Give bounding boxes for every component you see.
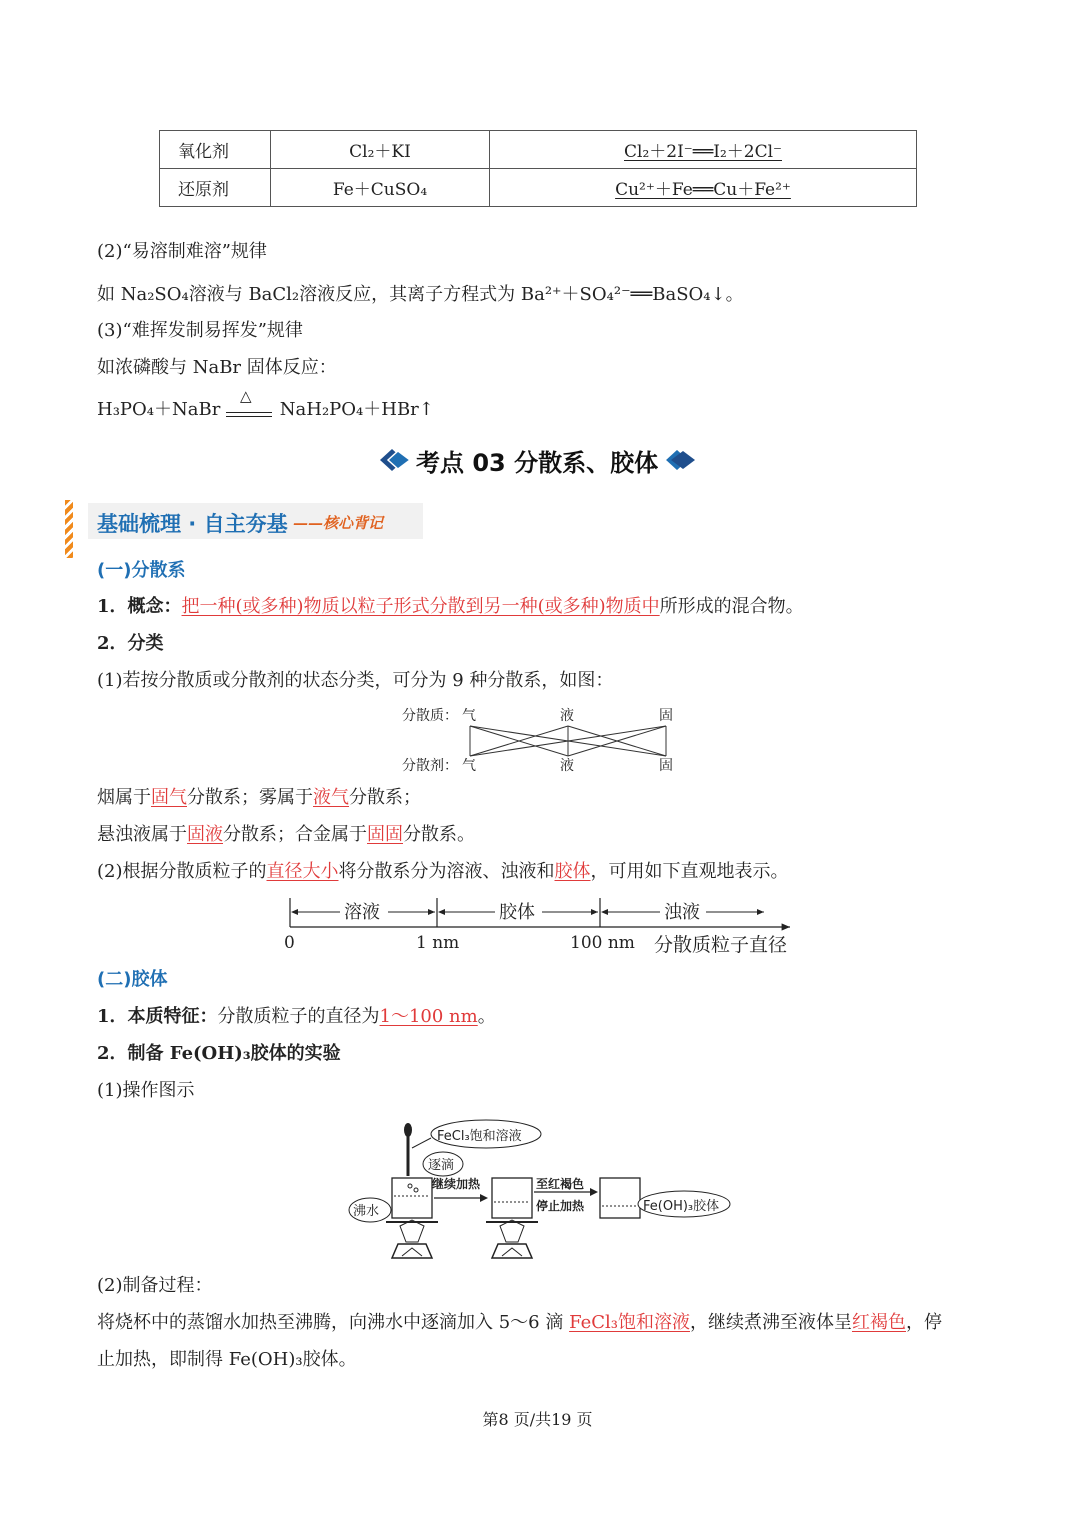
apparatus-figure xyxy=(340,1116,740,1274)
process-line-1 xyxy=(97,1310,942,1336)
answer: 红褐色 xyxy=(851,1312,906,1333)
reaction-table xyxy=(159,130,917,207)
process-line-2: 止加热，即制得 Fe(OH)₃胶体。 xyxy=(97,1349,357,1370)
dispersed-phase-label: 分散质： xyxy=(402,708,458,724)
answer: 固气 xyxy=(151,787,187,808)
essence-line xyxy=(97,1004,496,1030)
concept-answer: 把一种(或多种)物质以粒子形式分散到另一种(或多种)物质中 xyxy=(181,596,660,617)
label-product: Fe(OH)₃胶体 xyxy=(643,1199,720,1214)
tick-0: 0 xyxy=(284,933,295,953)
heat-arrow xyxy=(226,387,274,423)
tick-1nm: 1 nm xyxy=(416,933,460,953)
part1-heading: (一)分散系 xyxy=(97,560,186,581)
state-solid: 固 xyxy=(659,758,673,774)
concept-tail: 所形成的混合物。 xyxy=(659,596,804,617)
axis-label: 分散质粒子直径 xyxy=(654,934,788,956)
text: (2)根据分散质粒子的 xyxy=(97,861,267,882)
text: 悬浊液属于 xyxy=(97,824,187,845)
beaker-3 xyxy=(600,1178,640,1218)
banner-tag: ——核心背记 xyxy=(293,514,384,532)
rule3-equation xyxy=(97,387,434,423)
part2-heading: (二)胶体 xyxy=(97,969,168,990)
rule2-heading: (2)“易溶制难溶”规律 xyxy=(97,241,267,262)
text: 分散系；合金属于 xyxy=(223,824,367,845)
table-row xyxy=(160,131,917,169)
region-solution: 溶液 xyxy=(344,902,380,923)
size-scale xyxy=(280,895,810,963)
page-footer: 第8 页/共19 页 xyxy=(482,1410,593,1429)
state-gas: 气 xyxy=(462,708,476,724)
burner-1 xyxy=(392,1244,432,1258)
burner-2 xyxy=(492,1244,532,1258)
table-cell: 还原剂 xyxy=(160,169,271,207)
classify-2 xyxy=(97,859,789,885)
classify-1: (1)若按分散质或分散剂的状态分类，可分为 9 种分散系，如图： xyxy=(97,670,614,691)
tick-100nm: 100 nm xyxy=(570,933,635,953)
step-until-red-brown: 至红褐色 xyxy=(536,1177,585,1191)
op-title: (1)操作图示 xyxy=(97,1080,195,1101)
table-cell xyxy=(490,131,917,169)
answer: 液气 xyxy=(313,787,349,808)
dispersion-medium-label: 分散剂： xyxy=(402,758,458,774)
process-title: (2)制备过程： xyxy=(97,1275,213,1296)
heat-condition: △ xyxy=(240,387,252,405)
dropper-bulb xyxy=(404,1123,412,1137)
text: ，停 xyxy=(905,1312,942,1333)
equation-left: H₃PO₄＋NaBr xyxy=(97,399,221,420)
suspension-line xyxy=(97,822,475,848)
table-cell: Cl₂＋KI xyxy=(271,131,490,169)
step-stop-heating: 停止加热 xyxy=(536,1199,585,1213)
answer: FeCl₃饱和溶液 xyxy=(569,1312,690,1333)
answer: 固固 xyxy=(367,824,403,845)
rule3-heading: (3)“难挥发制易挥发”规律 xyxy=(97,320,303,341)
banner xyxy=(88,503,423,539)
table-cell: 氧化剂 xyxy=(160,131,271,169)
state-liquid: 液 xyxy=(560,708,574,724)
text: 分散系；雾属于 xyxy=(187,787,313,808)
classify-label: 2．分类 xyxy=(97,633,164,654)
state-liquid: 液 xyxy=(560,758,574,774)
answer: 1～100 nm xyxy=(379,1006,478,1027)
prep-title: 2．制备 Fe(OH)₃胶体的实验 xyxy=(97,1043,341,1064)
dispersion-diagram xyxy=(398,702,688,778)
region-suspension: 浊液 xyxy=(664,902,700,923)
text: 。 xyxy=(477,1006,496,1027)
beaker-2 xyxy=(492,1178,532,1218)
step-continue-heating: 继续加热 xyxy=(432,1177,481,1191)
diamond-icon xyxy=(663,447,697,473)
banner-title: 基础梳理 · 自主夯基 xyxy=(97,512,288,536)
equation: Cu²⁺＋Fe══Cu＋Fe²⁺ xyxy=(615,180,791,200)
beaker-1 xyxy=(392,1178,432,1218)
answer: 胶体 xyxy=(554,861,591,882)
equation-right: NaH₂PO₄＋HBr↑ xyxy=(279,399,434,420)
rule3-example: 如浓磷酸与 NaBr 固体反应： xyxy=(97,357,337,378)
text: ，可用如下直观地表示。 xyxy=(590,861,789,882)
text: 分散系。 xyxy=(403,824,475,845)
smoke-line xyxy=(97,785,421,811)
concept-label: 1．概念： xyxy=(97,596,182,617)
label-fecl3: FeCl₃饱和溶液 xyxy=(437,1129,522,1144)
label-dropwise: 逐滴 xyxy=(428,1158,455,1173)
diamond-icon xyxy=(378,447,412,473)
answer: 直径大小 xyxy=(266,861,339,882)
table-row xyxy=(160,169,917,207)
text: 将分散系分为溶液、浊液和 xyxy=(338,861,555,882)
text: 将烧杯中的蒸馏水加热至沸腾，向沸水中逐滴加入 5～6 滴 xyxy=(97,1312,570,1333)
text: ，继续煮沸至液体呈 xyxy=(689,1312,852,1333)
concept-line xyxy=(97,594,804,620)
rule2-example: 如 Na₂SO₄溶液与 BaCl₂溶液反应，其离子方程式为 Ba²⁺＋SO₄²⁻══BaSO₄↓。 xyxy=(97,284,744,305)
equation: Cl₂＋2I⁻══I₂＋2Cl⁻ xyxy=(624,142,782,162)
region-colloid: 胶体 xyxy=(499,902,535,923)
table-cell: Fe＋CuSO₄ xyxy=(271,169,490,207)
section-title xyxy=(378,443,698,477)
section-title-text: 考点 03 分散系、胶体 xyxy=(416,449,659,477)
answer: 固液 xyxy=(187,824,223,845)
text: 分散质粒子的直径为 xyxy=(217,1006,380,1027)
table-cell xyxy=(490,169,917,207)
state-solid: 固 xyxy=(659,708,673,724)
text: 分散系； xyxy=(349,787,421,808)
label-boiling-water: 沸水 xyxy=(353,1204,380,1219)
essence-label: 1．本质特征： xyxy=(97,1006,218,1027)
state-gas: 气 xyxy=(462,758,476,774)
text: 烟属于 xyxy=(97,787,151,808)
banner-stripe xyxy=(65,500,73,558)
